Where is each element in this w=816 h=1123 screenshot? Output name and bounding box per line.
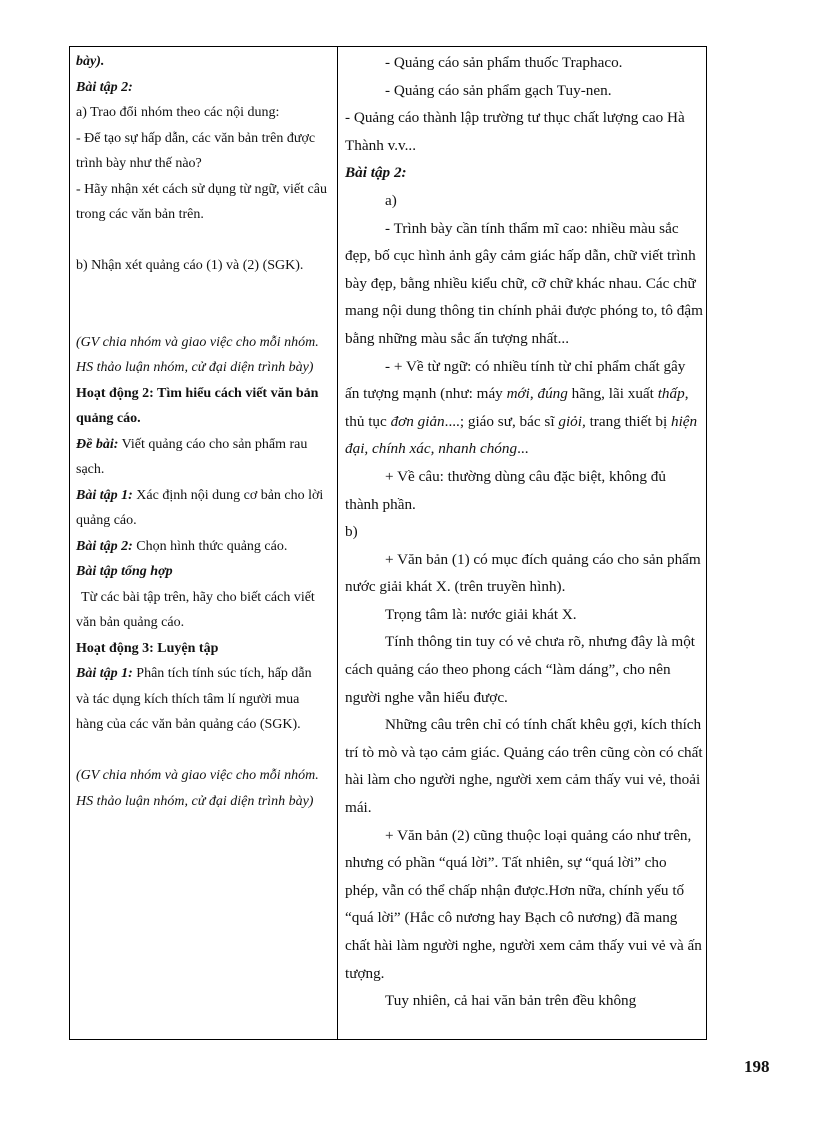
right-column [345,49,703,1015]
paragraph: - Quảng cáo thành lập trường tư thục chất lượng cao Hà Thành v.v... [345,109,685,154]
label: Đề bài: [76,436,119,452]
paragraph: Bài tập 1: Phân tích tính súc tích, hấp dẫn và tác dụng kích thích tâm lí người mua hàng của các văn bản quảng cáo (SGK). [76,666,312,732]
paragraph: Tuy nhiên, cả hai văn bản trên đều không [385,992,637,1010]
page-number: 198 [744,1057,770,1076]
paragraph: Bài tập 2: Chọn hình thức quảng cáo. [76,538,288,554]
paragraph: - Để tạo sự hấp dẫn, các văn bản trên được trình bày như thế nào? [76,130,316,171]
left-column [76,49,328,814]
label: Bài tập 1: [76,666,133,681]
paragraph: - Quảng cáo sản phẩm gạch Tuy-nen. [385,81,612,99]
paragraph: Từ các bài tập trên, hãy cho biết cách viết văn bản quảng cáo. [76,589,315,630]
label: Bài tập 2: [76,538,133,554]
paragraph: Tính thông tin tuy có vẻ chưa rõ, nhưng đây là một cách quảng cáo theo phong cách “làm dáng”, cho nên người nghe vẫn hiểu được. [345,633,696,706]
lesson-table [69,46,707,1040]
paragraph: Trọng tâm là: nước giải khát X. [385,605,577,623]
text-line: bày). [76,54,105,69]
teacher-note: (GV chia nhóm và giao việc cho mỗi nhóm. HS thảo luận nhóm, cử đại diện trình bày) [76,334,319,375]
exercise-heading: Bài tập 2: [345,164,407,182]
paragraph: Bài tập 1: Xác định nội dung cơ bản cho lời quảng cáo. [76,487,324,528]
teacher-note: (GV chia nhóm và giao việc cho mỗi nhóm. HS thảo luận nhóm, cử đại diện trình bày) [76,768,319,809]
paragraph: - Quảng cáo sản phẩm thuốc Traphaco. [385,54,623,71]
paragraph: - + Về từ ngữ: có nhiều tính từ chỉ phẩm chất gây ấn tượng mạnh (như: máy mới, đúng hãng, lãi xuất thấp, thủ tục đơn giản....; giáo sư, bác sĩ giỏi, trang thiết bị hiện đại, chính xác, nhanh chóng... [345,357,698,458]
exercise-heading: Bài tập tổng hợp [76,564,173,579]
paragraph: Những câu trên chỉ có tính chất khêu gợi, kích thích trí tò mò và tạo cảm giác. Quảng cáo trên cũng còn có chất hài làm cho người nghe, người xem cảm thấy vui vẻ, thoải mái. [345,716,703,817]
exercise-heading: Bài tập 2: [76,79,133,95]
label: Bài tập 1: [76,487,133,503]
paragraph: - Trình bày cần tính thẩm mĩ cao: nhiều màu sắc đẹp, bố cục hình ảnh gây cảm giác hấp dẫn, chữ viết trình bày đẹp, bằng nhiều kiểu chữ, cỡ chữ khác nhau. Các chữ mang nội dung thông tin chính phải được phóng to, tô đậm bằng những màu sắc ấn tượng nhất... [345,219,703,347]
activity-heading: Hoạt động 3: Luyện tập [76,640,219,656]
activity-heading: Hoạt động 2: Tìm hiểu cách viết văn bản quảng cáo. [76,385,319,426]
paragraph: Đề bài: Viết quảng cáo cho sản phẩm rau sạch. [76,436,308,477]
paragraph: + Về câu: thường dùng câu đặc biệt, không đủ thành phần. [345,467,666,513]
paragraph: + Văn bản (2) cũng thuộc loại quảng cáo như trên, nhưng có phần “quá lời”. Tất nhiên, sự “quá lời” cho phép, vẫn có thể chấp nhận được.Hơn nữa, chính yếu tố “quá lời” (Hắc cô nương hay Bạch cô nương) đã mang chất hài làm người nghe, người xem cảm thấy vui vẻ và ấn tượng. [345,826,702,982]
paragraph: a) Trao đổi nhóm theo các nội dung: [76,105,280,120]
column-divider [337,47,338,1039]
paragraph: b) [345,523,358,541]
paragraph: a) [385,191,397,209]
paragraph: - Hãy nhận xét cách sử dụng từ ngữ, viết câu trong các văn bản trên. [76,181,327,222]
paragraph: + Văn bản (1) có mục đích quảng cáo cho sản phẩm nước giải khát X. (trên truyền hình). [345,550,701,596]
paragraph: b) Nhận xét quảng cáo (1) và (2) (SGK). [76,258,304,273]
